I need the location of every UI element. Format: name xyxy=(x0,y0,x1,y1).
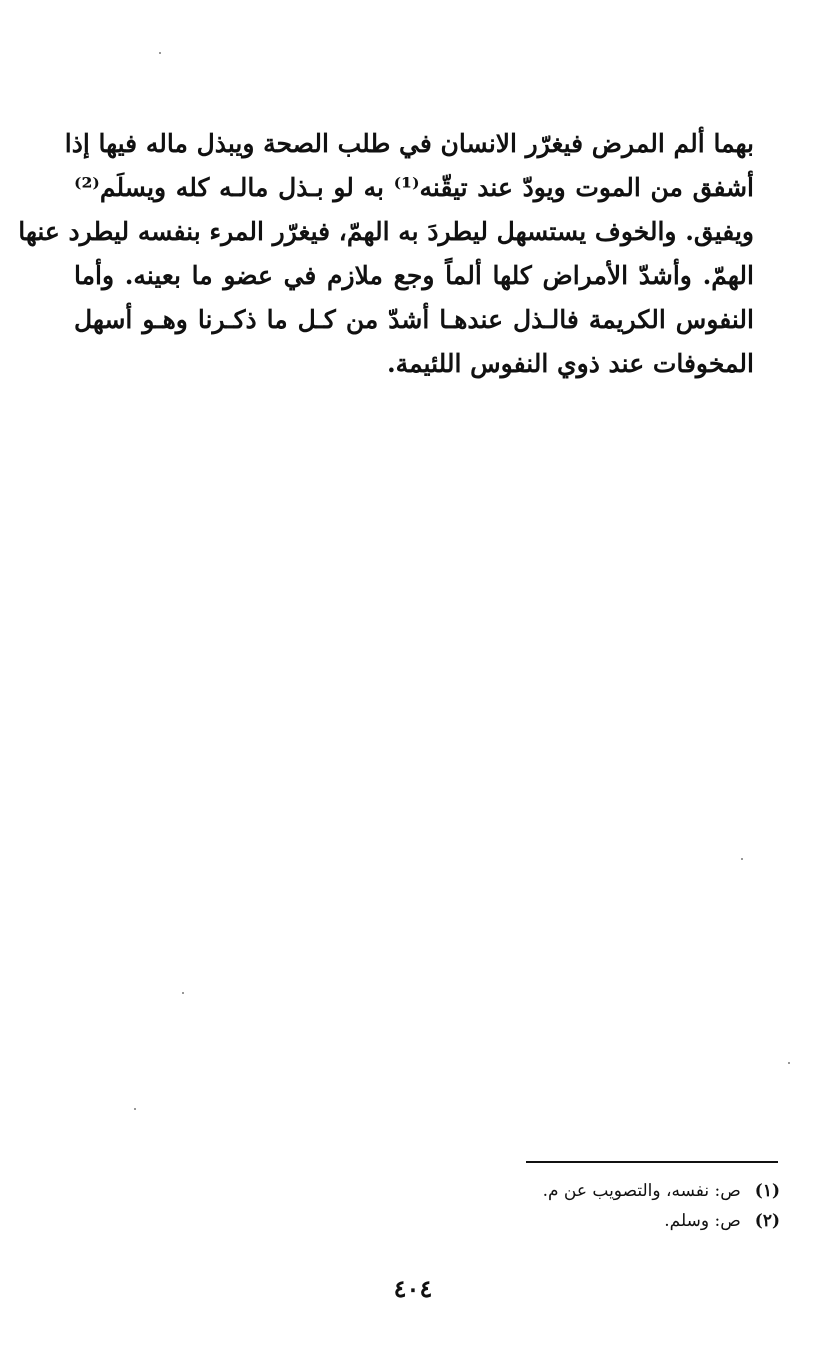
scan-speck xyxy=(134,1108,136,1110)
footnote-2 xyxy=(440,1206,780,1236)
page-number: ٤٠٤ xyxy=(393,1274,433,1303)
scan-speck xyxy=(182,992,184,994)
footnote-number: (٢) xyxy=(754,1211,780,1231)
scan-speck xyxy=(159,52,161,54)
scan-speck xyxy=(741,858,743,860)
text-line-5: النفوس الكريمة فالـذل عندهـا أشدّ من كـل ما ذكـرنا وهـو أسهل xyxy=(74,305,754,334)
text-line-1: بهما ألم المرض فيغرّر الانسان في طلب الصحة ويبذل ماله فيها إذا xyxy=(64,129,754,158)
text-line-3: ويفيق. والخوف يستسهل ليطردَ به الهمّ، فيغرّر المرء بنفسه ليطرد عنها xyxy=(18,217,754,246)
footnote-text: ص: نفسه، والتصويب عن م. xyxy=(542,1181,741,1201)
body-paragraph xyxy=(18,122,755,386)
footnote-1 xyxy=(440,1176,780,1206)
footnote-number: (١) xyxy=(754,1181,780,1201)
footnotes xyxy=(440,1176,780,1236)
text-line-2: أشفق من الموت ويودّ عند تيقّنه⁽¹⁾ به لو بـذل مالـه كله ويسلَم⁽²⁾ xyxy=(74,173,755,202)
scan-speck xyxy=(788,1062,790,1064)
text-line-6: المخوفات عند ذوي النفوس اللئيمة. xyxy=(386,349,754,378)
footnote-text: ص: وسلم. xyxy=(664,1211,741,1231)
text-line-4: الهمّ. وأشدّ الأمراض كلها ألماً وجع ملازم في عضو ما بعينه. وأما xyxy=(74,261,754,290)
footnote-separator xyxy=(526,1161,778,1163)
